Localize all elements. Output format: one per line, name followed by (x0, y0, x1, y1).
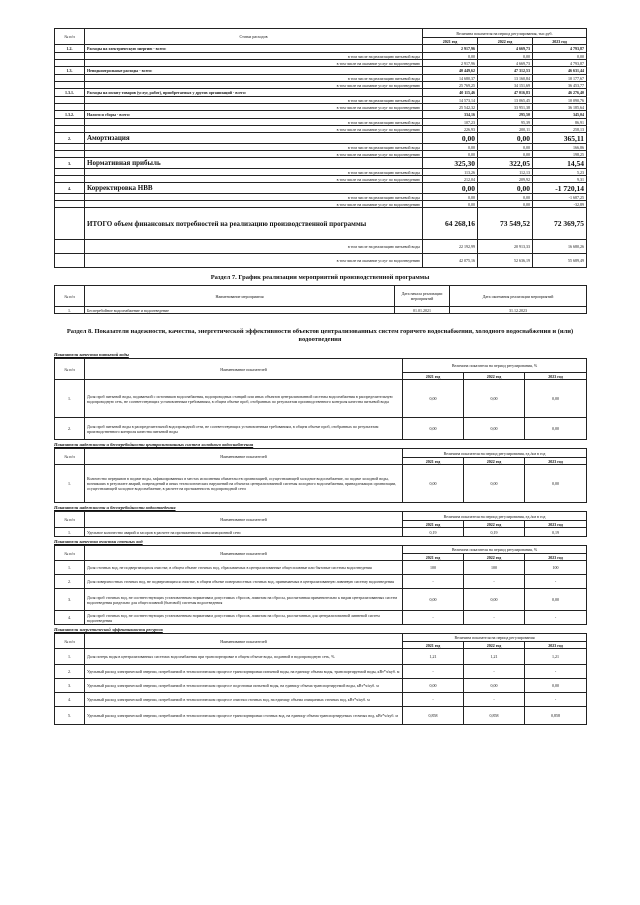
row-value: 2 917,96 (423, 60, 478, 67)
table-row (55, 144, 587, 151)
row-value: - (525, 693, 587, 707)
row-value: 34 151,69 (478, 82, 533, 89)
row-value: 0,00 (403, 589, 464, 611)
row-value: 64 268,16 (423, 208, 478, 240)
row-number (55, 82, 85, 89)
indicator-table (54, 358, 587, 440)
year-header: 2021 год (403, 642, 464, 649)
row-value: 13 065,45 (478, 97, 533, 104)
row-value: -1 687,25 (533, 194, 587, 201)
row-value: - (464, 611, 525, 625)
row-value: 0,19 (525, 528, 587, 537)
row-value: 0,00 (423, 133, 478, 144)
row-value: 107,23 (423, 119, 478, 126)
row-name: Амортизация (85, 133, 423, 144)
row-value: 0,00 (525, 465, 587, 503)
row-value: 47 016,83 (478, 89, 533, 97)
row-value: - (403, 665, 464, 679)
table-row (55, 418, 587, 440)
year-header: 2021 год (403, 373, 464, 380)
row-value: 73 549,52 (478, 208, 533, 240)
col-header-group: Величина показателя на период регулирования, % (403, 359, 587, 373)
row-value: 47 312,53 (478, 67, 533, 75)
row-number: 3. (55, 679, 85, 693)
row-value: 0,00 (478, 194, 533, 201)
row-value: - (464, 575, 525, 589)
row-value: 16 680,26 (533, 240, 587, 254)
table-row (55, 75, 587, 82)
table-row (55, 240, 587, 254)
subsection-heading: Показатели качества питьевой воды (54, 352, 129, 357)
table-row (55, 649, 587, 665)
year-header: 2023 год (533, 38, 587, 45)
row-number: 1. (55, 528, 85, 537)
row-value: 0,00 (478, 183, 533, 194)
table-row (55, 208, 587, 240)
row-name: в том числе на реализацию питьевой воды (85, 119, 423, 126)
table-row (55, 111, 587, 119)
col-header-group: Величина показателя на период регулирования, ед./км в год (403, 449, 587, 458)
table-row (55, 665, 587, 679)
year-header: 2021 год (403, 554, 464, 561)
row-name: в том числе на оказание услуг по водоотведению (85, 82, 423, 89)
row-name: Доля проб питьевой воды в распределительной водопроводной сети, не соответствующих установленным требованиям, в общем объеме проб, отобранных по результатам производственного контроля качества питьевой воды (85, 418, 403, 440)
row-value: 0,00 (478, 144, 533, 151)
row-value: 20 913,33 (478, 240, 533, 254)
row-number (55, 97, 85, 104)
table-row (55, 380, 587, 418)
row-name: Количество перерывов в подаче воды, зафиксированных в местах исполнения обязательств организацией, осуществляющей холодное водоснабжение, по подаче холодной воды, возникших в результате аварий, повреждений и иных технологических нарушений на объектах централизованной системы холодного водоснабжения, принадлежащих организации, осуществляющей холодное водоснабжение, в расчете на протяженность водопроводной сети (85, 465, 403, 503)
row-value: 52 636,19 (478, 254, 533, 268)
row-name: в том числе на оказание услуг по водоотведению (85, 254, 423, 268)
year-header: 2023 год (525, 373, 587, 380)
row-value: 40 115,46 (423, 89, 478, 97)
row-value: 295,50 (478, 111, 533, 119)
row-value: 166,86 (533, 144, 587, 151)
row-value: 0,00 (478, 151, 533, 158)
row-value: 36 453,77 (533, 82, 587, 89)
row-number (55, 169, 85, 176)
row-value: 0,00 (464, 679, 525, 693)
row-value: 0,19 (464, 528, 525, 537)
row-number: 1.2. (55, 45, 85, 53)
row-number (55, 126, 85, 133)
row-value: 14 680,37 (423, 75, 478, 82)
year-header: 2023 год (525, 521, 587, 528)
col-header-group: Величина показателя на период регулирования, тыс.руб. (423, 29, 587, 38)
row-number: 3. (55, 158, 85, 169)
row-value: 0,00 (423, 194, 478, 201)
row-number (55, 254, 85, 268)
row-value: 0,00 (464, 418, 525, 440)
row-value: 212,04 (423, 176, 478, 183)
row-number (55, 151, 85, 158)
row-name: Расходы на оплату товаров (услуг, работ), приобретаемых у других организаций - всего: (85, 89, 423, 97)
row-number (55, 240, 85, 254)
row-value: 0,00 (464, 465, 525, 503)
indicator-table (54, 633, 587, 725)
row-name: в том числе на оказание услуг по водоотведению (85, 104, 423, 111)
row-name: Неподконтрольные расходы - всего: (85, 67, 423, 75)
row-value: 40 449,62 (423, 67, 478, 75)
table-row (55, 183, 587, 194)
col-header-group: Величина показателя на период регулирования (403, 634, 587, 642)
table-row (55, 307, 587, 314)
row-value: 322,05 (478, 158, 533, 169)
row-value: 209,92 (478, 176, 533, 183)
row-value: 100 (464, 561, 525, 575)
row-value: 10 177,67 (533, 75, 587, 82)
row-value: 4 793,87 (533, 60, 587, 67)
row-value: 0,00 (533, 53, 587, 60)
col-header-no: № п/п (55, 512, 85, 528)
row-name: Доля сточных вод, не подвергающихся очистке, в общем объеме сточных вод, сбрасываемых в централизованные общесплавные или бытовые системы водоотведения (85, 561, 403, 575)
row-number: 2. (55, 665, 85, 679)
row-number (55, 176, 85, 183)
row-value: 1,21 (525, 649, 587, 665)
row-number (55, 194, 85, 201)
col-header-no: № п/п (55, 29, 85, 45)
row-value: 0,00 (525, 679, 587, 693)
row-value: - (525, 665, 587, 679)
year-header: 2022 год (464, 554, 525, 561)
table-row (55, 693, 587, 707)
row-name: Доля проб питьевой воды, подаваемой с источников водоснабжения, водопроводных станций или иных объектов централизованной системы водоснабжения в распределительную водопроводную сеть, не соответствующих установленным требованиям, в общем объеме проб, отобранных по результатам производственного контроля качества питьевой воды (85, 380, 403, 418)
table-row (55, 254, 587, 268)
table-row (55, 60, 587, 67)
row-number: 2. (55, 133, 85, 144)
col-header-group: Величина показателя на период регулирования, % (403, 546, 587, 554)
row-value: 200,11 (478, 126, 533, 133)
table-row (55, 151, 587, 158)
row-value: 0,858 (525, 707, 587, 725)
row-value: 0,00 (525, 380, 587, 418)
row-number: 1.3.2. (55, 111, 85, 119)
row-value: 334,16 (423, 111, 478, 119)
row-number (55, 60, 85, 67)
row-number (55, 201, 85, 208)
row-value: 0,00 (423, 151, 478, 158)
col-header-name: Наименование показателей (85, 512, 403, 528)
row-start: 01.01.2021 (395, 307, 450, 314)
row-value: 0,00 (403, 380, 464, 418)
row-value: 0,00 (525, 589, 587, 611)
row-value: 86,91 (533, 119, 587, 126)
row-name: Доля проб сточных вод, не соответствующих установленным нормативам допустимых сбросов, лимитам на сбросы, рассчитанных для централизованной ливневой систем водоотведения (85, 611, 403, 625)
row-name: Расходы на электрическую энергию - всего: (85, 45, 423, 53)
subsection-heading: Показатели надежности и бесперебойности централизованных систем холодного водоснабжения (54, 442, 254, 447)
row-value: 0,00 (478, 133, 533, 144)
row-value: 0,858 (403, 707, 464, 725)
year-header: 2023 год (525, 554, 587, 561)
row-name: в том числе на оказание услуг по водоотведению (85, 60, 423, 67)
table-row (55, 158, 587, 169)
row-name: Бесперебойное водоснабжение и водоотведение (85, 307, 395, 314)
year-header: 2022 год (464, 521, 525, 528)
row-value: 72 369,75 (533, 208, 587, 240)
col-header-no: № п/п (55, 286, 85, 307)
row-value: 0,858 (464, 707, 525, 725)
row-name: в том числе на оказание услуг по водоотведению (85, 201, 423, 208)
row-value: 95,39 (478, 119, 533, 126)
table-row (55, 201, 587, 208)
row-name: Удельное количество аварий и засоров в расчете на протяженность канализационной сети (85, 528, 403, 537)
row-value: 0,00 (423, 53, 478, 60)
row-value: - (464, 693, 525, 707)
col-header-no: № п/п (55, 634, 85, 649)
table-row (55, 194, 587, 201)
row-value: 4 793,87 (533, 45, 587, 53)
row-value: -1 720,14 (533, 183, 587, 194)
row-name: Доля потерь воды в централизованных системах водоснабжения при транспортировке в общем объеме воды, поданной в водопроводную сеть, % (85, 649, 403, 665)
table-row (55, 119, 587, 126)
row-value: -32,89 (533, 201, 587, 208)
row-name: в том числе на реализацию питьевой воды (85, 144, 423, 151)
row-value: - (403, 575, 464, 589)
table-row (55, 126, 587, 133)
row-value: 46 631,44 (533, 67, 587, 75)
row-number: 2. (55, 418, 85, 440)
table-row (55, 53, 587, 60)
row-value: 4 669,73 (478, 45, 533, 53)
row-number: 1. (55, 307, 85, 314)
row-number: 3. (55, 589, 85, 611)
row-number: 4. (55, 693, 85, 707)
row-value: 1,21 (464, 649, 525, 665)
subsection-heading: Показатели качества очистки сточных вод (54, 539, 143, 544)
col-header-name: Статьи расходов (85, 29, 423, 45)
year-header: 2022 год (464, 373, 525, 380)
row-end: 31.12.2023 (450, 307, 587, 314)
col-header-name: Наименование показателей (85, 634, 403, 649)
row-value: 112,13 (478, 169, 533, 176)
row-name: в том числе на реализацию питьевой воды (85, 194, 423, 201)
row-value: 0,00 (525, 418, 587, 440)
table-row (55, 465, 587, 503)
col-header-name: Наименование показателей (85, 449, 403, 465)
row-value: 0,00 (478, 53, 533, 60)
row-value: 345,04 (533, 111, 587, 119)
col-header-no: № п/п (55, 546, 85, 561)
row-value: 4 669,73 (478, 60, 533, 67)
row-value: 0,00 (403, 679, 464, 693)
table-row (55, 67, 587, 75)
row-name: в том числе на реализацию питьевой воды (85, 240, 423, 254)
row-number: 4. (55, 611, 85, 625)
col-header-name: Наименование показателей (85, 546, 403, 561)
row-name: Удельный расход электрической энергии, потребляемой в технологическом процессе подготовки питьевой воды, на единицу объема транспортируемой воды, кВт*ч/куб. м (85, 679, 403, 693)
table-row (55, 707, 587, 725)
year-header: 2021 год (403, 521, 464, 528)
table-row (55, 528, 587, 537)
row-value: 10 090,76 (533, 97, 587, 104)
row-number (55, 119, 85, 126)
year-header: 2023 год (525, 458, 587, 465)
row-value: 365,11 (533, 133, 587, 144)
table-row (55, 82, 587, 89)
row-name: Корректировка НВВ (85, 183, 423, 194)
row-value: 0,00 (464, 380, 525, 418)
row-number (55, 75, 85, 82)
row-value: 113,26 (423, 169, 478, 176)
row-value: 0,00 (423, 144, 478, 151)
row-name: в том числе на реализацию питьевой воды (85, 97, 423, 104)
row-value: 1,21 (403, 649, 464, 665)
row-value: 14 573,14 (423, 97, 478, 104)
row-value: - (525, 575, 587, 589)
row-name: Удельный расход электрической энергии, потребляемой в технологическом процессе транспортировки сточных вод, на единицу объема транспортируемых сточных вод, кВт*ч/куб. м (85, 707, 403, 725)
year-header: 2021 год (423, 38, 478, 45)
table-row (55, 169, 587, 176)
row-name: в том числе на оказание услуг по водоотведению (85, 126, 423, 133)
row-name: Удельный расход электрической энергии, потребляемой в технологическом процессе очистки сточных вод, на единицу объема очищаемых сточных вод, кВт*ч/куб. м (85, 693, 403, 707)
document-page (54, 28, 586, 725)
table-row (55, 45, 587, 53)
row-value: 42 075,16 (423, 254, 478, 268)
row-name: ИТОГО объем финансовых потребностей на реализацию производственной программы (85, 208, 423, 240)
section-7-title: Раздел 7. График реализации мероприятий производственной программы (210, 274, 430, 281)
row-value: 25 542,32 (423, 104, 478, 111)
row-value: 13 160,84 (478, 75, 533, 82)
row-value: 2 917,96 (423, 45, 478, 53)
row-value: 0,00 (478, 201, 533, 208)
row-value: 0,00 (423, 201, 478, 208)
schedule-table (54, 285, 587, 314)
subsection-heading: Показатели надежности и бесперебойности водоотведения (54, 505, 176, 510)
row-value: - (464, 665, 525, 679)
table-row (55, 575, 587, 589)
row-value: 25 769,25 (423, 82, 478, 89)
row-number: 1. (55, 380, 85, 418)
row-name: в том числе на оказание услуг по водоотведению (85, 176, 423, 183)
section-8-tables (54, 352, 586, 725)
table-row (55, 589, 587, 611)
col-header-no: № п/п (55, 359, 85, 380)
row-value: 0,00 (403, 465, 464, 503)
row-number (55, 208, 85, 240)
row-value: 198,25 (533, 151, 587, 158)
year-header: 2022 год (464, 642, 525, 649)
row-name: Нормативная прибыль (85, 158, 423, 169)
indicator-table (54, 511, 587, 537)
year-header: 2022 год (464, 458, 525, 465)
col-header-name: Наименование мероприятия (85, 286, 395, 307)
row-value: 0,00 (423, 183, 478, 194)
row-value: 9,31 (533, 176, 587, 183)
table-row (55, 89, 587, 97)
indicator-table (54, 448, 587, 503)
row-value: 0,00 (403, 418, 464, 440)
row-number (55, 104, 85, 111)
row-value: 258,13 (533, 126, 587, 133)
col-header-end: Дата окончания реализации мероприятий (450, 286, 587, 307)
row-value: 5,23 (533, 169, 587, 176)
row-value: - (403, 693, 464, 707)
col-header-start: Дата начала реализации мероприятий (395, 286, 450, 307)
row-value: 22 192,99 (423, 240, 478, 254)
row-value: 46 276,40 (533, 89, 587, 97)
subsection-heading: Показатели энергетической эффективности ресурсов (54, 627, 163, 632)
col-header-name: Наименование показателей (85, 359, 403, 380)
row-name: в том числе на реализацию питьевой воды (85, 169, 423, 176)
row-number (55, 144, 85, 151)
row-value: 100 (403, 561, 464, 575)
row-value: 0,19 (403, 528, 464, 537)
row-value: 100 (525, 561, 587, 575)
row-number: 2. (55, 575, 85, 589)
row-value: 55 689,49 (533, 254, 587, 268)
row-name: Доля проб сточных вод, не соответствующих установленным нормативам допустимых сбросов, лимитам на сбросы, рассчитанная применительно к видам централизованных систем водоотведения раздельно для общесплавной (бытовой) системы водоотведения (85, 589, 403, 611)
year-header: 2022 год (478, 38, 533, 45)
row-name: в том числе на реализацию питьевой воды (85, 53, 423, 60)
table-row (55, 97, 587, 104)
table-row (55, 611, 587, 625)
table-row (55, 104, 587, 111)
row-value: 226,93 (423, 126, 478, 133)
row-value: 325,30 (423, 158, 478, 169)
table-row (55, 561, 587, 575)
row-number: 1. (55, 649, 85, 665)
row-name: Налоги и сборы - всего: (85, 111, 423, 119)
row-number: 1. (55, 465, 85, 503)
year-header: 2021 год (403, 458, 464, 465)
row-name: Доля поверхностных сточных вод, не подвергающихся очистке, в общем объеме поверхностных сточных вод, принимаемых в централизованную ливневую систему водоотведения (85, 575, 403, 589)
col-header-group: Величина показателя на период регулирования, ед./км в год (403, 512, 587, 521)
row-value: - (525, 611, 587, 625)
row-name: Удельный расход электрической энергии, потребляемой в технологическом процессе транспортировки питьевой воды, на единицу объема воды, транспортируемой воды, кВт*ч/куб. м (85, 665, 403, 679)
row-number: 1.3. (55, 67, 85, 75)
financial-needs-table (54, 28, 587, 268)
row-name: в том числе на оказание услуг по водоотведению (85, 151, 423, 158)
row-value: 36 185,64 (533, 104, 587, 111)
row-value: - (403, 611, 464, 625)
row-name: в том числе на реализацию питьевой воды (85, 75, 423, 82)
indicator-table (54, 545, 587, 625)
row-number: 1. (55, 561, 85, 575)
table-row (55, 679, 587, 693)
row-number (55, 53, 85, 60)
table-row (55, 176, 587, 183)
row-value: 14,54 (533, 158, 587, 169)
col-header-no: № п/п (55, 449, 85, 465)
row-number: 4. (55, 183, 85, 194)
row-number: 5. (55, 707, 85, 725)
year-header: 2023 год (525, 642, 587, 649)
section-8-title: Раздел 8. Показатели надежности, качества, энергетической эффективности объектов централизованных систем горячего водоснабжения, холодного водоснабжения и (или) водоотведения (66, 328, 574, 343)
row-value: 33 951,38 (478, 104, 533, 111)
row-value: 0,00 (464, 589, 525, 611)
table-row (55, 133, 587, 144)
row-number: 1.3.1. (55, 89, 85, 97)
